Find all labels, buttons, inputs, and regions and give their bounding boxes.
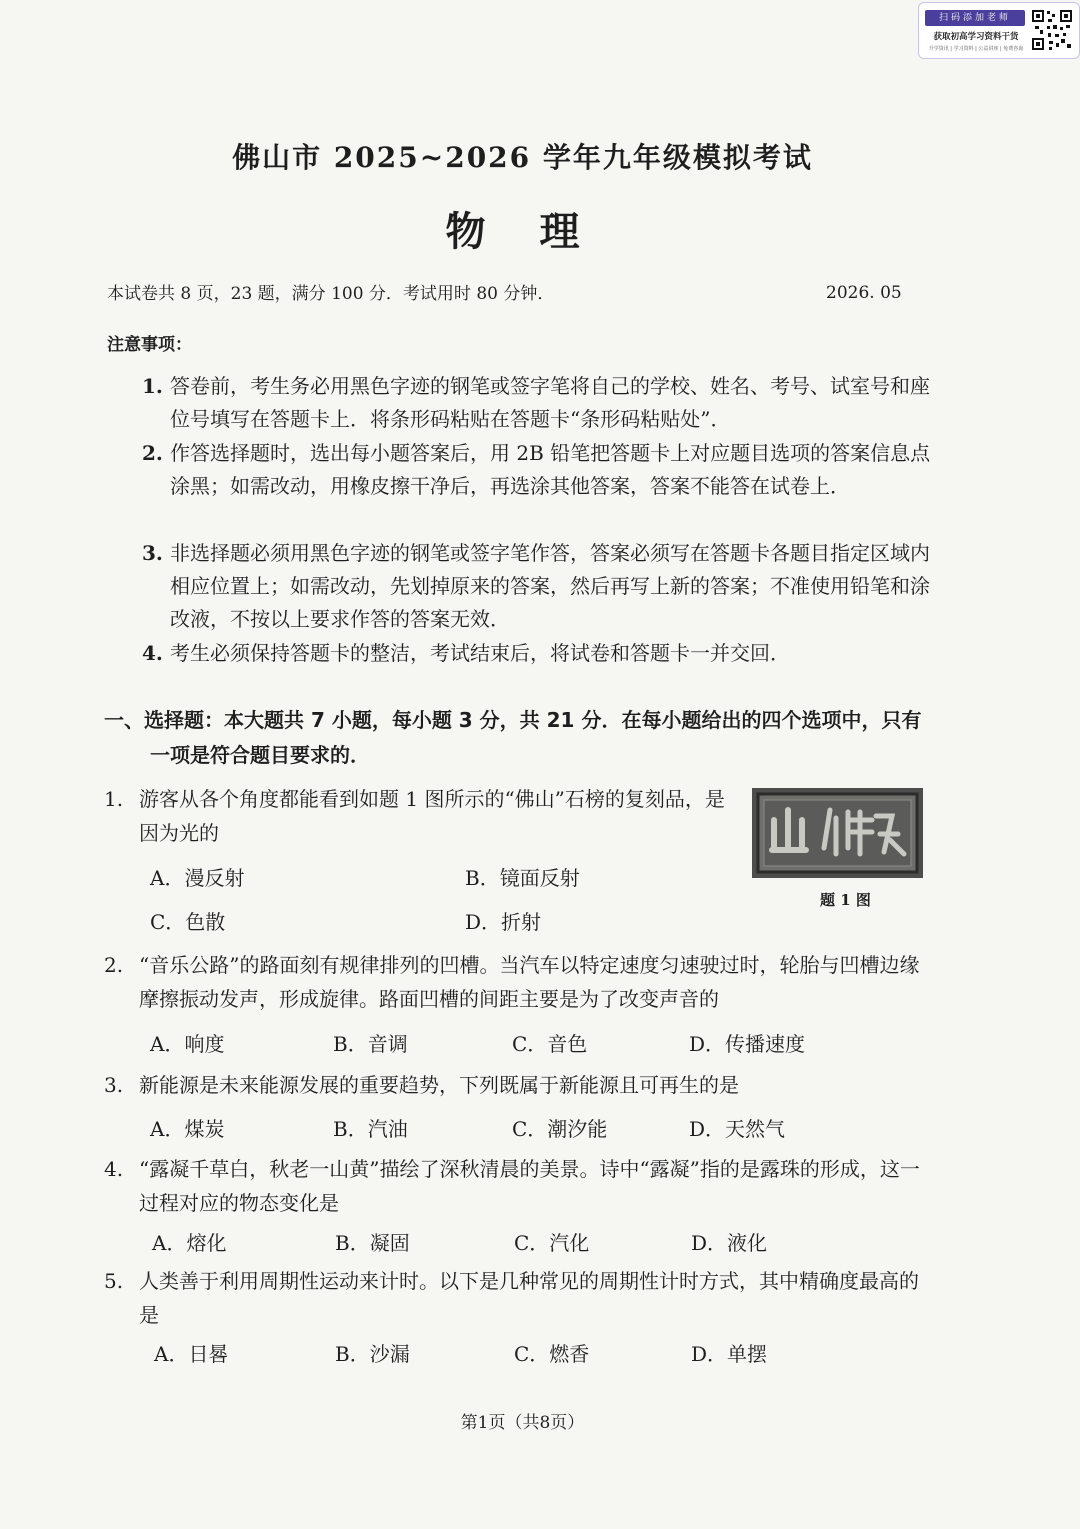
notice-number: 3.	[142, 541, 163, 565]
q3-option-c[interactable]: C．潮汐能	[512, 1117, 608, 1141]
ad-line-2: 升学资讯 | 学习资料 | 公益讲座 | 免费咨询	[928, 46, 1024, 52]
question-number: 2.	[104, 953, 124, 977]
question-text: 人类善于利用周期性运动来计时。以下是几种常见的周期性计时方式，其中精确度最高的是	[139, 1269, 919, 1327]
question-text: “音乐公路”的路面刻有规律排列的凹槽。当汽车以特定速度匀速驶过时，轮胎与凹槽边缘摩擦振动发声，形成旋律。路面凹槽的间距主要是为了改变声音的	[139, 953, 920, 1011]
ad-badge[interactable]	[918, 2, 1080, 59]
q2-option-c[interactable]: C．音色	[512, 1032, 588, 1056]
question-2	[104, 948, 934, 1016]
q3-option-b[interactable]: B．汽油	[333, 1117, 408, 1141]
notice-text: 考生必须保持答题卡的整洁，考试结束后，将试卷和答题卡一并交回．	[170, 641, 790, 665]
notice-item-1	[142, 370, 942, 436]
exam-title: 佛山市 2025~2026 学年九年级模拟考试	[232, 141, 813, 174]
exam-info: 本试卷共 8 页，23 题，满分 100 分．考试用时 80 分钟．	[107, 284, 555, 304]
question-text: “露凝千草白，秋老一山黄”描绘了深秋清晨的美景。诗中“露凝”指的是露珠的形成，这一过程对应的物态变化是	[139, 1157, 920, 1215]
q2-option-a[interactable]: A．响度	[150, 1032, 225, 1056]
notice-number: 1.	[142, 374, 163, 398]
q1-option-b[interactable]: B．镜面反射	[465, 866, 580, 890]
notice-item-2	[142, 437, 942, 503]
q5-option-d[interactable]: D．单摆	[691, 1342, 768, 1366]
q3-option-d[interactable]: D．天然气	[689, 1117, 786, 1141]
q1-option-c[interactable]: C．色散	[150, 910, 226, 934]
q4-option-a[interactable]: A．熔化	[152, 1231, 227, 1255]
q5-option-a[interactable]: A．日晷	[154, 1342, 229, 1366]
question-number: 3.	[104, 1073, 124, 1097]
notice-text: 作答选择题时，选出每小题答案后，用 2B 铅笔把答题卡上对应题目选项的答案信息点涂黑；如需改动，用橡皮擦干净后，再选涂其他答案，答案不能答在试卷上．	[170, 441, 931, 498]
qr-code-icon[interactable]	[1030, 8, 1074, 52]
q5-option-b[interactable]: B．沙漏	[335, 1342, 410, 1366]
q2-option-d[interactable]: D．传播速度	[689, 1032, 806, 1056]
exam-date: 2026. 05	[826, 283, 902, 303]
notice-item-3	[142, 537, 942, 636]
question-number: 1.	[104, 787, 124, 811]
q2-option-b[interactable]: B．音调	[333, 1032, 408, 1056]
q3-option-a[interactable]: A．煤炭	[150, 1117, 225, 1141]
section-heading-text: 一、选择题：本大题共 7 小题，每小题 3 分，共 21 分．在每小题给出的四个选项中，只有一项是符合题目要求的．	[104, 708, 922, 767]
q4-option-b[interactable]: B．凝固	[335, 1231, 410, 1255]
question-number: 4.	[104, 1157, 124, 1181]
notice-number: 4.	[142, 641, 163, 665]
ad-line-1: 获取初高学习资料干货	[933, 32, 1019, 42]
q1-option-d[interactable]: D．折射	[465, 910, 542, 934]
question-4	[104, 1152, 934, 1220]
q1-option-a[interactable]: A．漫反射	[150, 866, 245, 890]
question-1	[104, 782, 744, 850]
section-heading	[104, 703, 934, 773]
notice-text: 答卷前，考生务必用黑色字迹的钢笔或签字笔将自己的学校、姓名、考号、试室号和座位号填写在答题卡上．将条形码粘贴在答题卡“条形码粘贴处”．	[170, 374, 930, 431]
question-text: 游客从各个角度都能看到如题 1 图所示的“佛山”石榜的复刻品，是因为光的	[139, 787, 725, 845]
q5-option-c[interactable]: C．燃香	[514, 1342, 590, 1366]
figure-caption: 题 1 图	[820, 891, 871, 909]
q4-option-d[interactable]: D．液化	[691, 1231, 768, 1255]
add-teacher-button[interactable]: 扫码添加老师	[925, 10, 1025, 26]
notice-number: 2.	[142, 441, 163, 465]
notice-text: 非选择题必须用黑色字迹的钢笔或签字笔作答，答案必须写在答题卡各题目指定区域内相应位置上；如需改动，先划掉原来的答案，然后再写上新的答案；不准使用铅笔和涂改液，不按以上要求作答的答案无效．	[170, 541, 930, 631]
question-text: 新能源是未来能源发展的重要趋势，下列既属于新能源且可再生的是	[139, 1073, 739, 1097]
q4-option-c[interactable]: C．汽化	[514, 1231, 590, 1255]
stone-plaque-figure	[752, 788, 923, 878]
notice-heading: 注意事项：	[107, 335, 192, 355]
subject-title: 物 理	[445, 208, 600, 255]
notice-item-4	[142, 637, 942, 670]
question-3	[104, 1068, 934, 1102]
question-5	[104, 1264, 934, 1332]
question-number: 5.	[104, 1269, 124, 1293]
page-footer: 第1页（共8页）	[460, 1413, 585, 1433]
